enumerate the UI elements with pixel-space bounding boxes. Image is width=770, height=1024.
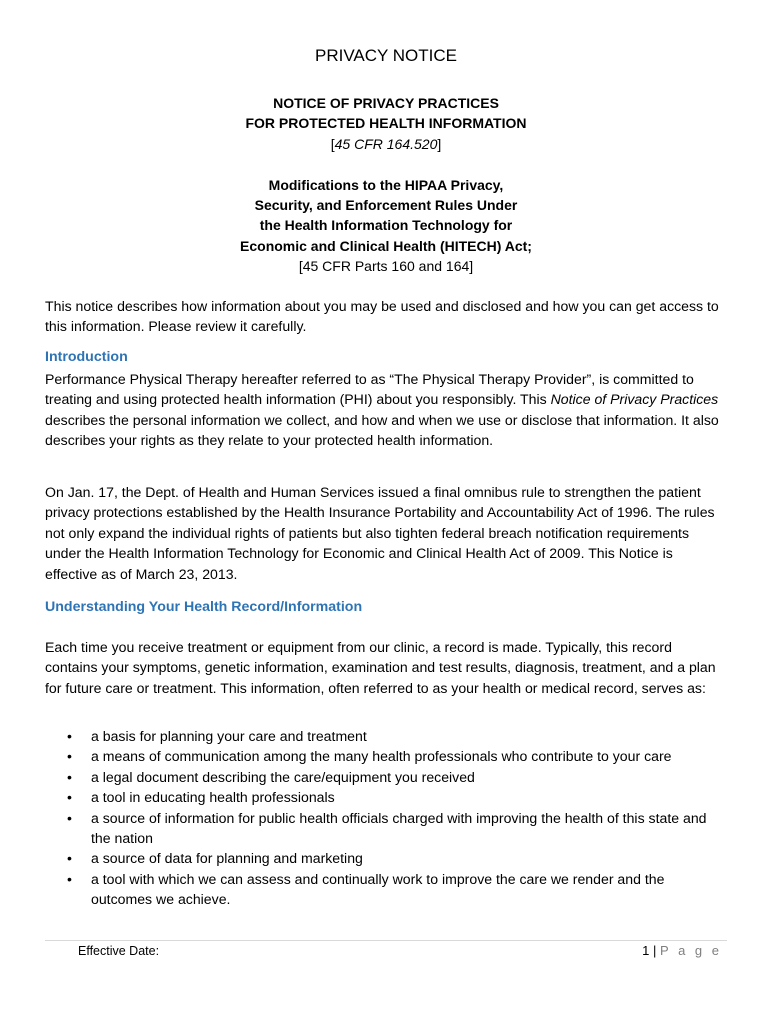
list-item (45, 808, 727, 849)
introduction-heading: Introduction (45, 349, 128, 365)
introduction-paragraph-1 (45, 369, 727, 451)
modifications-line-3: the Health Information Technology for (259, 217, 513, 233)
list-item-text: a source of information for public health officials charged with improving the health of this state and the nation (91, 809, 707, 847)
intro-text-end: describes the personal information we collect, and how and when we use or disclose that information. It also describes your rights as they relate to your protected health information. (45, 411, 719, 449)
list-item (45, 767, 727, 787)
intro-text-start: Performance Physical Therapy hereafter referred to as “The Physical Therapy Provider”, is committed to treating and using protected health information (PHI) about you responsibly. This (45, 371, 694, 408)
modifications-line-2: Security, and Enforcement Rules Under (254, 197, 518, 213)
record-uses-list (45, 726, 727, 910)
intro-text-italic: Notice of Privacy Practices (550, 391, 719, 408)
list-item-text: a tool with which we can assess and continually work to improve the care we render and the outcomes we achieve. (91, 870, 665, 908)
modifications-line-4: Economic and Clinical Health (HITECH) Act; (240, 238, 532, 254)
introduction-paragraph-2: On Jan. 17, the Dept. of Health and Human Services issued a final omnibus rule to strengthen the patient privacy protections established by the Health Insurance Portability and Accountability Act of 1996. The rules not only expand the individual rights of patients but also tighten federal breach notification requirements under the Health Information Technology for Economic and Clinical Health Act of 2009. This Notice is effective as of March 23, 2013. (45, 484, 715, 582)
list-item (45, 787, 727, 807)
list-item-text: a tool in educating health professionals (91, 789, 335, 806)
page-separator: | (653, 943, 657, 958)
modifications-line-1: Modifications to the HIPAA Privacy, (268, 177, 504, 193)
notice-heading-line-2: FOR PROTECTED HEALTH INFORMATION (245, 115, 527, 131)
bullet-icon: • (67, 870, 72, 887)
bullet-icon: • (67, 789, 72, 806)
list-item-text: a basis for planning your care and treatment (91, 728, 367, 744)
bullet-icon: • (67, 850, 72, 867)
page-indicator (642, 943, 722, 958)
list-item (45, 726, 727, 746)
list-item (45, 869, 727, 910)
bullet-icon: • (67, 768, 72, 785)
bullet-icon: • (67, 728, 72, 744)
record-paragraph: Each time you receive treatment or equipment from our clinic, a record is made. Typically, this record contains your symptoms, genetic information, examination and test results, diagnosis, treatment, and a plan for future care or treatment. This information, often referred to as your health or medical record, serves as: (45, 639, 716, 696)
citation-text: 45 CFR 164.520 (334, 136, 438, 152)
list-item-text: a means of communication among the many health professionals who contribute to your care (91, 748, 672, 765)
footer-divider (45, 940, 727, 941)
modifications-citation: [45 CFR Parts 160 and 164] (298, 258, 474, 274)
list-item-text: a source of data for planning and marketing (91, 850, 363, 867)
notice-heading-line-1: NOTICE OF PRIVACY PRACTICES (273, 95, 499, 111)
document-page (45, 0, 727, 1024)
list-item (45, 746, 727, 766)
list-item (45, 848, 727, 868)
page-number: 1 (642, 943, 650, 958)
list-item-text: a legal document describing the care/equipment you received (91, 768, 475, 785)
record-heading: Understanding Your Health Record/Information (45, 599, 363, 615)
document-title: PRIVACY NOTICE (314, 46, 457, 65)
bullet-icon: • (67, 748, 72, 765)
notice-heading-citation: [45 CFR 164.520] (330, 136, 442, 152)
page-label: P a g e (660, 943, 722, 958)
bullet-icon: • (67, 809, 72, 826)
notice-summary: This notice describes how information about you may be used and disclosed and how you can get access to this information. Please review it carefully. (45, 298, 719, 335)
effective-date-label: Effective Date: (78, 944, 160, 958)
